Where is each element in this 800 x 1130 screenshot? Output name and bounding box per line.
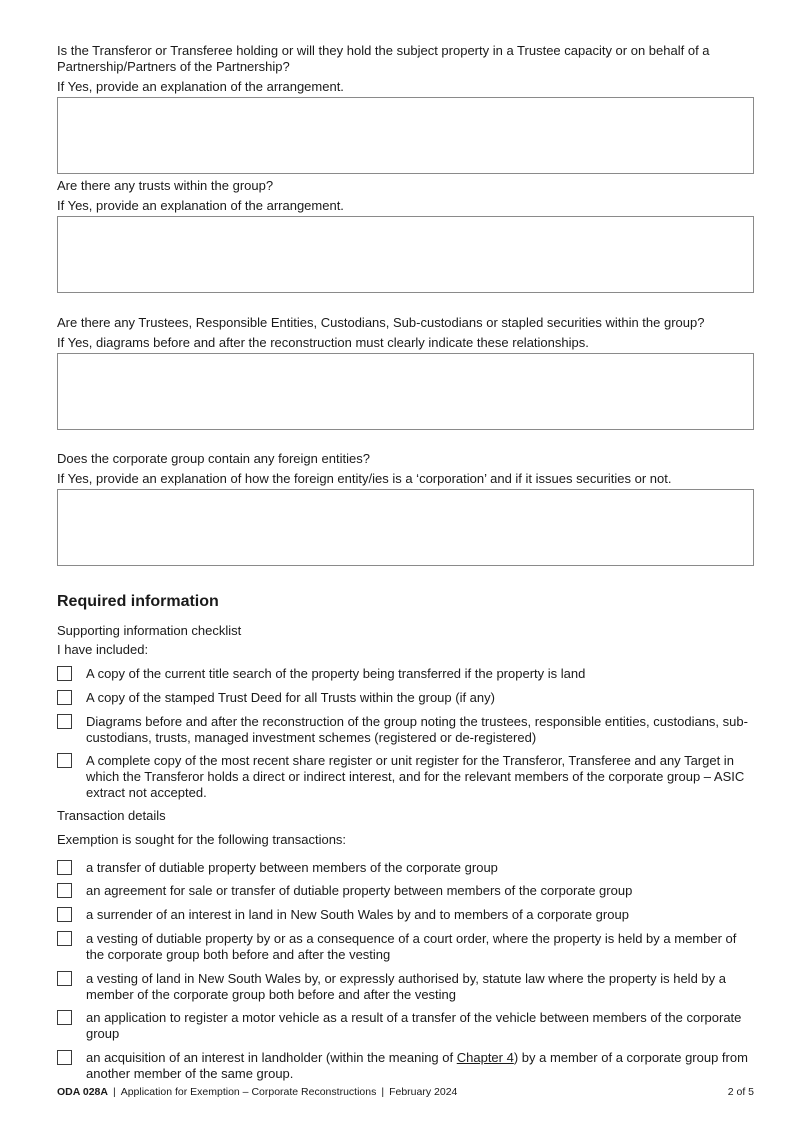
checklist-item-label: Diagrams before and after the reconstruction of the group noting the trustees, responsible entities, custodians, sub-custodians, trusts, managed investment schemes (registered or de-registered) <box>86 714 748 745</box>
transaction-item-motor-vehicle <box>57 1010 754 1042</box>
answer-input-foreign-entities[interactable] <box>58 490 753 565</box>
transaction-item-landholder <box>57 1050 754 1082</box>
checklist-title: Supporting information checklist <box>57 623 242 638</box>
form-title: Application for Exemption – Corporate Reconstructions <box>120 1086 377 1098</box>
transaction-intro: Exemption is sought for the following transactions: <box>57 832 347 847</box>
question-trustees-entities: Are there any Trustees, Responsible Entities, Custodians, Sub-custodians or stapled securities within the group? <box>57 315 705 330</box>
checklist-item-diagrams <box>57 714 754 746</box>
landholder-text-after: ) by a member of a corporate group from another member of the same group. <box>86 1050 748 1081</box>
answer-box-trustee-capacity[interactable] <box>57 97 754 174</box>
transaction-item-label: a transfer of dutiable property between members of the corporate group <box>86 860 498 875</box>
checkbox-statute-vesting[interactable] <box>57 971 72 986</box>
checklist-item-share-register <box>57 753 754 801</box>
checklist-item-label: A copy of the stamped Trust Deed for all Trusts within the group (if any) <box>86 690 495 705</box>
answer-input-trustees-entities[interactable] <box>58 354 753 429</box>
checkbox-trust-deed[interactable] <box>57 690 72 705</box>
checkbox-court-vesting[interactable] <box>57 931 72 946</box>
instruction-trusts-in-group: If Yes, provide an explanation of the arrangement. <box>57 198 344 213</box>
question-foreign-entities: Does the corporate group contain any foreign entities? <box>57 451 370 466</box>
footer-left <box>57 1085 457 1099</box>
checkbox-share-register[interactable] <box>57 753 72 768</box>
footer-separator: | <box>381 1086 385 1098</box>
answer-input-trustee-capacity[interactable] <box>58 98 753 173</box>
checkbox-agreement[interactable] <box>57 883 72 898</box>
transaction-item-label: an application to register a motor vehicle as a result of a transfer of the vehicle between members of the corporate group <box>86 1010 742 1041</box>
checkbox-surrender[interactable] <box>57 907 72 922</box>
transaction-item-label: a vesting of land in New South Wales by, or expressly authorised by, statute law where the property is held by a member of the corporate group both before and after the vesting <box>86 971 726 1002</box>
checklist-intro: I have included: <box>57 642 149 657</box>
transaction-item-agreement <box>57 883 754 899</box>
answer-input-trusts-in-group[interactable] <box>58 217 753 292</box>
answer-box-trusts-in-group[interactable] <box>57 216 754 293</box>
instruction-trustees-entities: If Yes, diagrams before and after the reconstruction must clearly indicate these relationships. <box>57 335 589 350</box>
form-code: ODA 028A <box>57 1086 108 1098</box>
instruction-foreign-entities: If Yes, provide an explanation of how the foreign entity/ies is a ‘corporation’ and if it issues securities or not. <box>57 471 672 486</box>
checklist-item-title-search <box>57 666 754 682</box>
instruction-trustee-capacity: If Yes, provide an explanation of the arrangement. <box>57 79 344 94</box>
transaction-item-label: a surrender of an interest in land in New South Wales by and to members of a corporate group <box>86 907 629 922</box>
answer-box-trustees-entities[interactable] <box>57 353 754 430</box>
checklist-item-label: A copy of the current title search of the property being transferred if the property is land <box>86 666 586 681</box>
transaction-item-label <box>86 1050 754 1082</box>
landholder-text-before: an acquisition of an interest in landholder (within the meaning of <box>86 1050 457 1065</box>
checkbox-transfer[interactable] <box>57 860 72 875</box>
chapter-4-link[interactable]: Chapter 4 <box>456 1050 514 1065</box>
checkbox-diagrams[interactable] <box>57 714 72 729</box>
transaction-item-label: a vesting of dutiable property by or as a consequence of a court order, where the property is held by a member of the corporate group both before and after the vesting <box>86 931 737 962</box>
page-number: 2 of 5 <box>727 1086 754 1098</box>
transaction-item-label: an agreement for sale or transfer of dutiable property between members of the corporate group <box>86 883 633 898</box>
transaction-item-statute-vesting <box>57 971 754 1003</box>
section-heading-required-information: Required information <box>57 593 219 610</box>
form-date: February 2024 <box>389 1086 458 1098</box>
transaction-item-surrender <box>57 907 754 923</box>
checklist-item-label: A complete copy of the most recent share register or unit register for the Transferor, Transferee and any Target in which the Transferor holds a direct or indirect interest, and for the relevant members of the corporate group – ASIC extract not accepted. <box>86 753 745 800</box>
transaction-item-court-vesting <box>57 931 754 963</box>
checkbox-title-search[interactable] <box>57 666 72 681</box>
transaction-title: Transaction details <box>57 808 166 823</box>
question-trustee-capacity: Is the Transferor or Transferee holding or will they hold the subject property in a Trustee capacity or on behalf of a Partnership/Partners of the Partnership? <box>57 43 710 74</box>
checkbox-landholder[interactable] <box>57 1050 72 1065</box>
question-trusts-in-group: Are there any trusts within the group? <box>57 178 274 193</box>
transaction-item-transfer <box>57 860 754 876</box>
footer-separator: | <box>112 1086 116 1098</box>
checkbox-motor-vehicle[interactable] <box>57 1010 72 1025</box>
checklist-item-trust-deed <box>57 690 754 706</box>
page-footer <box>57 1085 754 1099</box>
answer-box-foreign-entities[interactable] <box>57 489 754 566</box>
